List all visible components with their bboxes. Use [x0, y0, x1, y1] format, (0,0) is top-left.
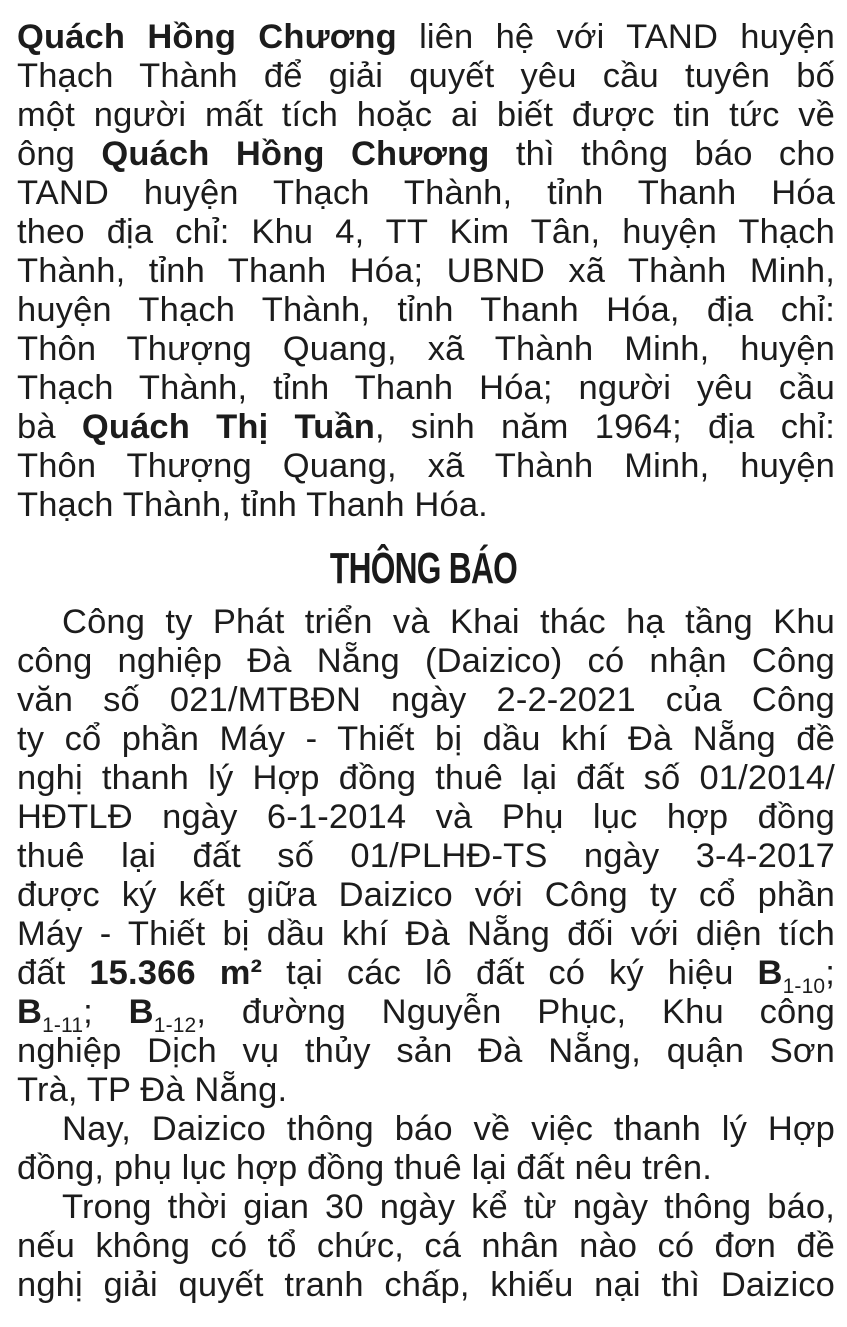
text-span: , sinh năm 1964; địa chỉ: — [375, 408, 835, 446]
text-line: Công ty Phát triển và Khai thác hạ tầng Khu — [62, 603, 835, 641]
lot-code-letter: B — [757, 954, 783, 992]
text-line: huyện Thạch Thành, tỉnh Thanh Hóa, địa chỉ: — [17, 291, 835, 329]
lot-code-subscript: 1-11 — [42, 1014, 84, 1037]
text-line: Thạch Thành, tỉnh Thanh Hóa. — [17, 486, 488, 524]
text-line: nghị thanh lý Hợp đồng thuê lại đất số 01/2014/ — [17, 759, 835, 797]
lot-code-subscript: 1-10 — [782, 975, 826, 998]
text-line: văn số 021/MTBĐN ngày 2-2-2021 của Công — [17, 681, 835, 719]
text-span: ông — [17, 135, 102, 173]
lot-code-subscript: 1-12 — [153, 1014, 197, 1037]
text-span: thì thông báo cho — [489, 135, 835, 173]
lot-code-letter: B — [128, 993, 154, 1031]
text-line: được ký kết giữa Daizico với Công ty cổ phần — [17, 876, 835, 914]
text-line: một người mất tích hoặc ai biết được tin tức về — [17, 96, 835, 134]
person-name-bold: Quách Hồng Chương — [17, 18, 397, 56]
text-line: thuê lại đất số 01/PLHĐ-TS ngày 3-4-2017 — [17, 837, 835, 875]
text-line: TAND huyện Thạch Thành, tỉnh Thanh Hóa — [17, 174, 835, 212]
text-line: Trong thời gian 30 ngày kể từ ngày thông báo, — [62, 1188, 835, 1226]
text-span: ; — [825, 954, 835, 992]
land-area-bold: 15.366 m² — [89, 954, 263, 992]
text-line — [17, 993, 835, 1037]
text-line — [17, 408, 835, 446]
lot-code-letter: B — [17, 993, 43, 1031]
text-line — [17, 18, 835, 56]
text-span: , đường Nguyễn Phục, Khu công — [196, 993, 835, 1031]
text-line: nghiệp Dịch vụ thủy sản Đà Nẵng, quận Sơn — [17, 1032, 835, 1070]
text-line — [17, 954, 835, 998]
text-line: đồng, phụ lục hợp đồng thuê lại đất nêu trên. — [17, 1149, 712, 1187]
text-line: ty cổ phần Máy - Thiết bị dầu khí Đà Nẵng đề — [17, 720, 835, 758]
text-line: nếu không có tổ chức, cá nhân nào có đơn đề — [17, 1227, 835, 1265]
text-line: theo địa chỉ: Khu 4, TT Kim Tân, huyện Thạch — [17, 213, 835, 251]
text-span: tại các lô đất có ký hiệu — [262, 954, 758, 992]
text-line: HĐTLĐ ngày 6-1-2014 và Phụ lục hợp đồng — [17, 798, 835, 836]
text-span: bà — [17, 408, 82, 446]
text-span: ; — [83, 993, 129, 1031]
text-line: Nay, Daizico thông báo về việc thanh lý Hợp — [62, 1110, 835, 1148]
text-line: Máy - Thiết bị dầu khí Đà Nẵng đối với diện tích — [17, 915, 835, 953]
text-line: Thành, tỉnh Thanh Hóa; UBND xã Thành Minh, — [17, 252, 835, 290]
text-line: Thôn Thượng Quang, xã Thành Minh, huyện — [17, 447, 835, 485]
text-line: nghị giải quyết tranh chấp, khiếu nại thì Daizico — [17, 1266, 835, 1304]
person-name-bold: Quách Hồng Chương — [101, 135, 490, 173]
requester-name-bold: Quách Thị Tuần — [81, 408, 375, 446]
text-line: Trà, TP Đà Nẵng. — [17, 1071, 288, 1109]
text-span: đất — [17, 954, 90, 992]
notice-heading: THÔNG BÁO — [329, 544, 518, 593]
text-line: Thạch Thành, tỉnh Thanh Hóa; người yêu cầu — [17, 369, 835, 407]
text-line: công nghiệp Đà Nẵng (Daizico) có nhận Công — [17, 642, 835, 680]
text-line — [17, 135, 835, 173]
text-span: liên hệ với TAND huyện — [396, 18, 835, 56]
text-line: Thạch Thành để giải quyết yêu cầu tuyên bố — [17, 57, 835, 95]
text-line: Thôn Thượng Quang, xã Thành Minh, huyện — [17, 330, 835, 368]
